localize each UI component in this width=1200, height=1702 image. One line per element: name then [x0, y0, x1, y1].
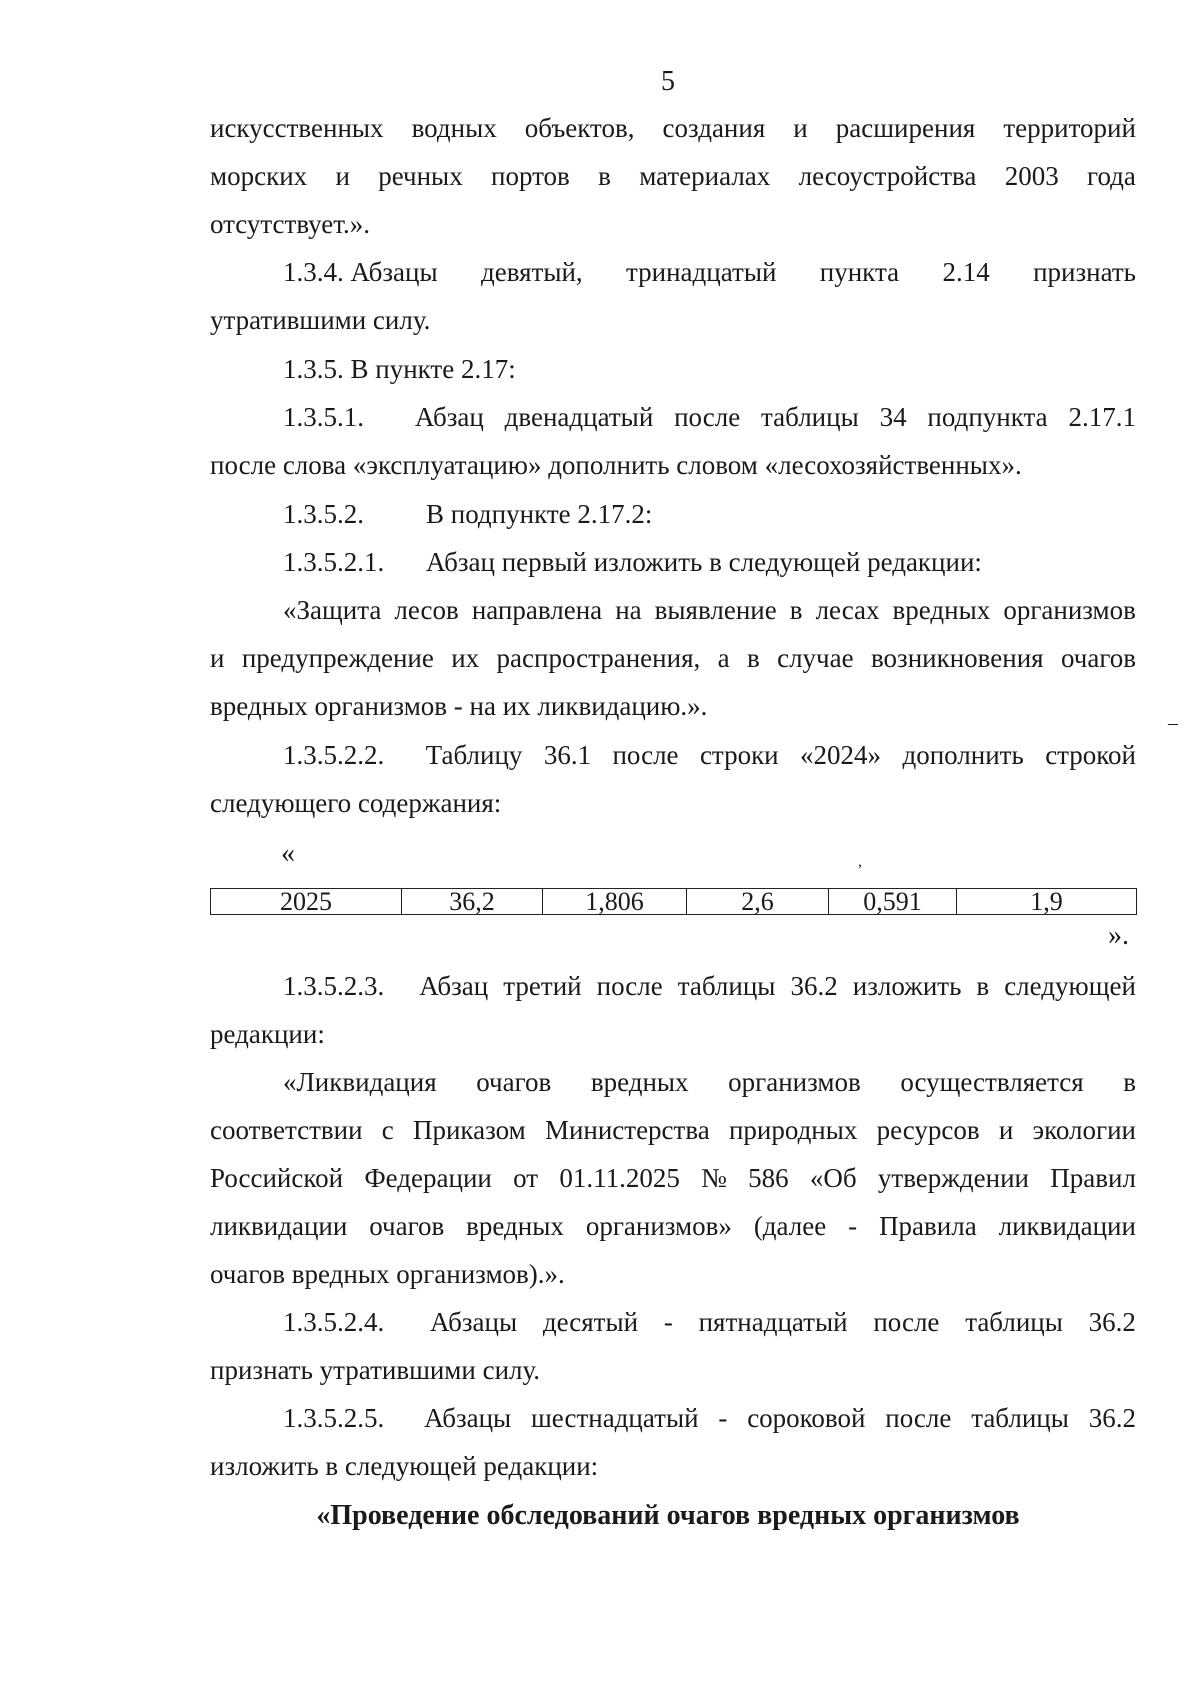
clause-1-3-5-2-4: [210, 1298, 1136, 1394]
table-cell: 2,6: [687, 889, 829, 915]
text-line: 1.3.5.2.2. Таблицу 36.1 после строки «2024» дополнить строкой: [210, 731, 1136, 779]
clause-number: 1.3.5.1.: [283, 402, 364, 432]
table-cell: 1,9: [957, 889, 1137, 915]
clause-1-3-4: [210, 248, 1136, 344]
margin-mark: –: [1168, 712, 1178, 734]
text-line: «Ликвидация очагов вредных организмов осуществляется в: [283, 1067, 1136, 1097]
clause-1-3-5-2-2: [210, 731, 1136, 827]
text-line: изложить в следующей редакции:: [210, 1451, 599, 1481]
text-line: 1.3.5. В пункте 2.17:: [283, 354, 516, 384]
table-cell: 2025: [211, 889, 402, 915]
clause-1-3-5-1: [210, 393, 1136, 489]
text-line: Российской Федерации от 01.11.2025 № 586 «Об утверждении Правил: [210, 1163, 1136, 1193]
text-line: следующего содержания:: [210, 788, 502, 818]
clause-1-3-5-2-1: [210, 538, 1136, 586]
section-heading: «Проведение обследований очагов вредных организмов: [316, 1500, 1020, 1531]
paragraph-continuation: [210, 104, 1136, 248]
table-cell: 36,2: [402, 889, 543, 915]
clause-number: 1.3.5.2.1.: [283, 547, 385, 577]
text-line: искусственных водных объектов, создания и расширения территорий: [210, 113, 1136, 143]
text-line: 1.3.4. Абзацы девятый, тринадцатый пункта 2.14 признать: [283, 257, 1136, 287]
page-number: 5: [661, 66, 675, 97]
text-line: морских и речных портов в материалах лесоустройства 2003 года: [210, 161, 1136, 191]
text-line: 1.3.5.2.5. Абзацы шестнадцатый - сороковой после таблицы 36.2: [210, 1394, 1136, 1442]
text-line: очагов вредных организмов).».: [210, 1259, 565, 1289]
clause-number: 1.3.5.2.: [283, 499, 364, 529]
text-line: 1.3.5.2.1. Абзац первый изложить в следующей редакции:: [210, 538, 1136, 586]
text-line: 1.3.5.2.4. Абзацы десятый - пятнадцатый после таблицы 36.2: [210, 1298, 1136, 1346]
text-line: 1.3.5.2.3. Абзац третий после таблицы 36.2 изложить в следующей: [210, 962, 1136, 1010]
text-line: 1.3.5.1. Абзац двенадцатый после таблицы 34 подпункта 2.17.1: [210, 393, 1136, 441]
text-line: после слова «эксплуатацию» дополнить словом «лесохозяйственных».: [210, 450, 1022, 480]
clause-1-3-5: [210, 345, 1136, 393]
text-line: утратившими силу.: [210, 305, 431, 335]
quoted-paragraph: [210, 1058, 1136, 1298]
table-quote-open: «: [281, 838, 295, 869]
table-cell: 1,806: [543, 889, 687, 915]
quoted-paragraph: [210, 586, 1136, 730]
clause-1-3-5-2-5: [210, 1394, 1136, 1490]
stray-mark: ,: [858, 853, 862, 870]
clause-number: 1.3.5.2.4.: [283, 1307, 385, 1337]
clause-1-3-5-2-3: [210, 962, 1136, 1058]
text-line: вредных организмов - на их ликвидацию.».: [210, 691, 708, 721]
text-line: отсутствует.».: [210, 209, 371, 239]
clause-number: 1.3.5.2.5.: [283, 1403, 385, 1433]
text-line: ликвидации очагов вредных организмов» (далее - Правила ликвидации: [210, 1211, 1136, 1241]
text-line: и предупреждение их распространения, а в случае возникновения очагов: [210, 643, 1136, 673]
text-line: признать утратившими силу.: [210, 1355, 541, 1385]
clause-1-3-5-2: [210, 490, 1136, 538]
inserted-table-row: [210, 888, 1137, 915]
clause-number: 1.3.5.2.3.: [283, 971, 385, 1001]
text-line: редакции:: [210, 1019, 325, 1049]
table-cell: 0,591: [829, 889, 957, 915]
table-quote-close: ».: [1108, 920, 1129, 951]
clause-number: 1.3.5.2.2.: [283, 740, 385, 770]
table-row: [211, 889, 1137, 915]
text-line: соответствии с Приказом Министерства природных ресурсов и экологии: [210, 1115, 1136, 1145]
text-line: 1.3.5.2. В подпункте 2.17.2:: [210, 490, 1136, 538]
text-line: «Защита лесов направлена на выявление в лесах вредных организмов: [283, 595, 1136, 625]
